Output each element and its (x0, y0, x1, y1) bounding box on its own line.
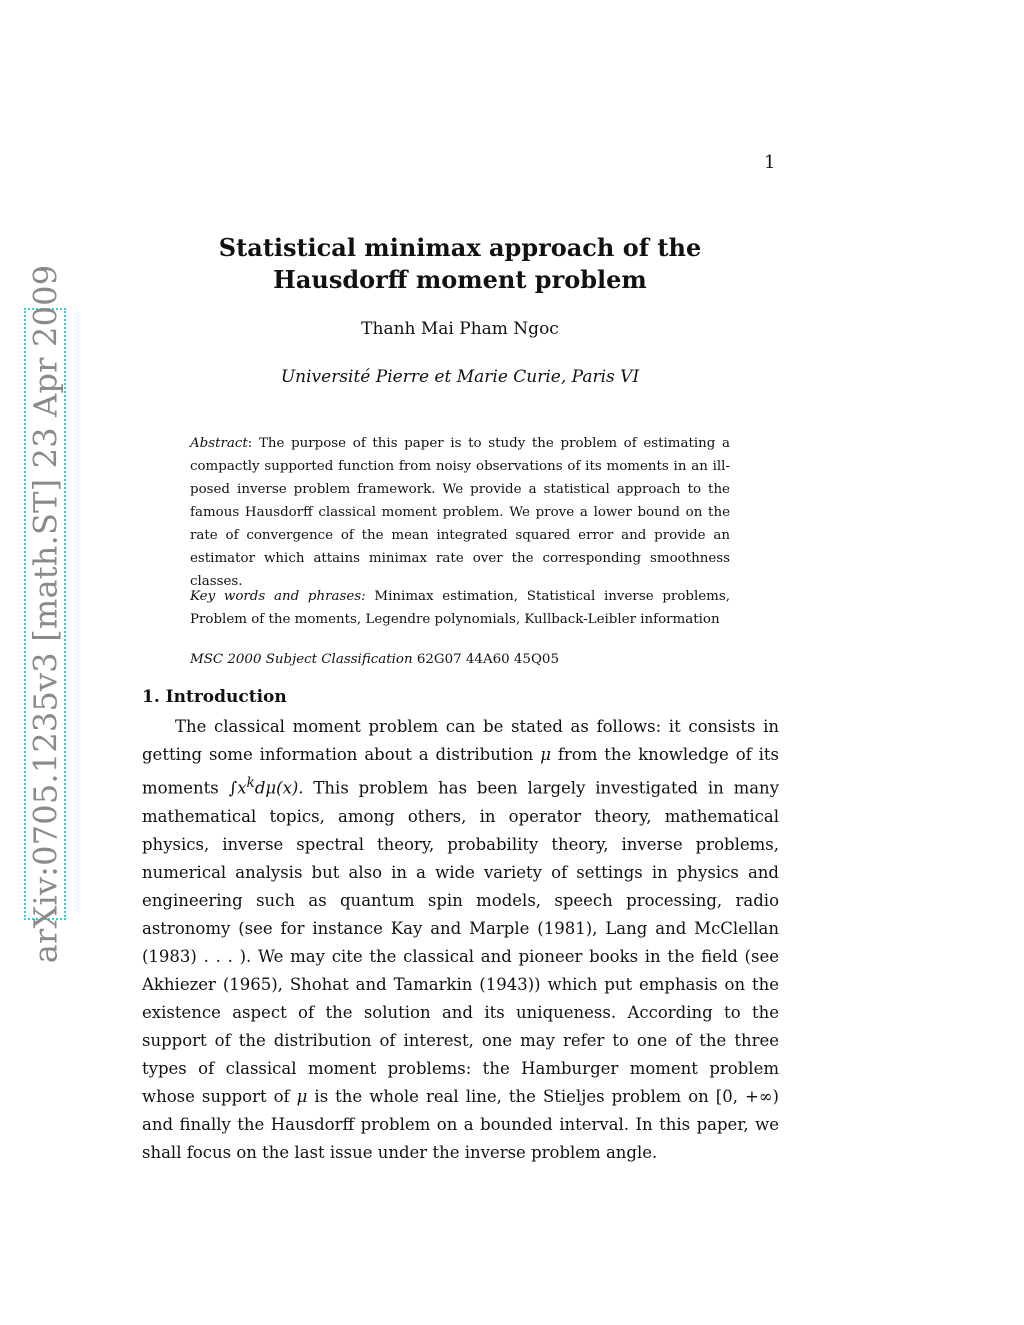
page-number: 1 (764, 152, 776, 173)
abstract-text: The purpose of this paper is to study the problem of estimating a compactly supported function from noisy observations of its moments in an ill-posed inverse problem framework. We provide a statistical approach to the famous Hausdorff classical moment problem. We prove a lower bound on the rate of convergence of the mean integrated squared error and provide an estimator which attains minimax rate over the corresponding smoothness classes. (190, 436, 730, 589)
keywords-label: Key words and phrases: (190, 589, 366, 604)
intro-text-2: from the knowledge of its moments (142, 745, 779, 798)
author-affiliation: Université Pierre et Marie Curie, Paris VI (280, 367, 640, 387)
intro-text-1: The classical moment problem can be stated as follows: it consists in getting some information about a distribution (142, 717, 779, 764)
introduction-paragraph (142, 713, 779, 1167)
intro-text-5: and finally the Hausdorff problem on a bounded interval. In this paper, we shall focus on the last issue under the inverse problem angle. (142, 1114, 779, 1162)
msc-label: MSC 2000 Subject Classification (190, 652, 413, 667)
paper-title (150, 232, 770, 296)
msc-classification (190, 648, 730, 671)
author-name: Thanh Mai Pham Ngoc (361, 319, 559, 339)
math-integral: ∫ (228, 778, 238, 798)
title-line-2: Hausdorff moment problem (273, 265, 647, 294)
arxiv-stamp-text: arXiv:0705.1235v3 [math.ST] 23 Apr 2009 (26, 264, 65, 964)
math-mu: μ (540, 745, 551, 764)
math-x: x (237, 778, 247, 798)
abstract-label: Abstract (190, 436, 248, 451)
math-mu-2: μ (296, 1086, 308, 1106)
intro-text-4: is the whole real line, the Stieljes problem on (314, 1086, 709, 1106)
abstract: Abstract: The purpose of this paper is to study the problem of estimating a compactly supported function from noisy observations of its moments in an ill-posed inverse problem framework. We provide a statistical approach to the famous Hausdorff classical moment problem. We prove a lower bound on the rate of convergence of the mean integrated squared error and provide an estimator which attains minimax rate over the corresponding smoothness classes. (190, 436, 730, 589)
math-dmu: dμ(x). (254, 778, 304, 798)
msc-codes: 62G07 44A60 45Q05 (416, 652, 559, 667)
keywords-text: Minimax estimation, Statistical inverse problems, Problem of the moments, Legendre polynomials, Kullback-Leibler information (190, 589, 730, 627)
math-interval: [0, +∞) (715, 1086, 779, 1106)
arxiv-stamp (24, 264, 66, 964)
title-line-1: Statistical minimax approach of the (218, 233, 702, 262)
section-heading-introduction: 1. Introduction (142, 687, 287, 707)
introduction-body (142, 713, 779, 1167)
intro-text-3: This problem has been largely investigated in many mathematical topics, among others, in operator theory, mathematical physics, inverse spectral theory, probability theory, inverse problems, numerical analysis but also in a wide variety of settings in physics and engineering such as quantum spin models, speech processing, radio astronomy (see for instance Kay and Marple (1981), Lang and McClellan (1983) . . . ). We may cite the classical and pioneer books in the field (see Akhiezer (1965), Shohat and Tamarkin (1943)) which put emphasis on the existence aspect of the solution and its uniqueness. According to the support of the distribution of interest, one may refer to one of the three types of classical moment problems: the Hamburger moment problem whose support of (142, 778, 780, 1106)
keywords (190, 585, 730, 631)
math-exponent-k: k (246, 775, 255, 791)
